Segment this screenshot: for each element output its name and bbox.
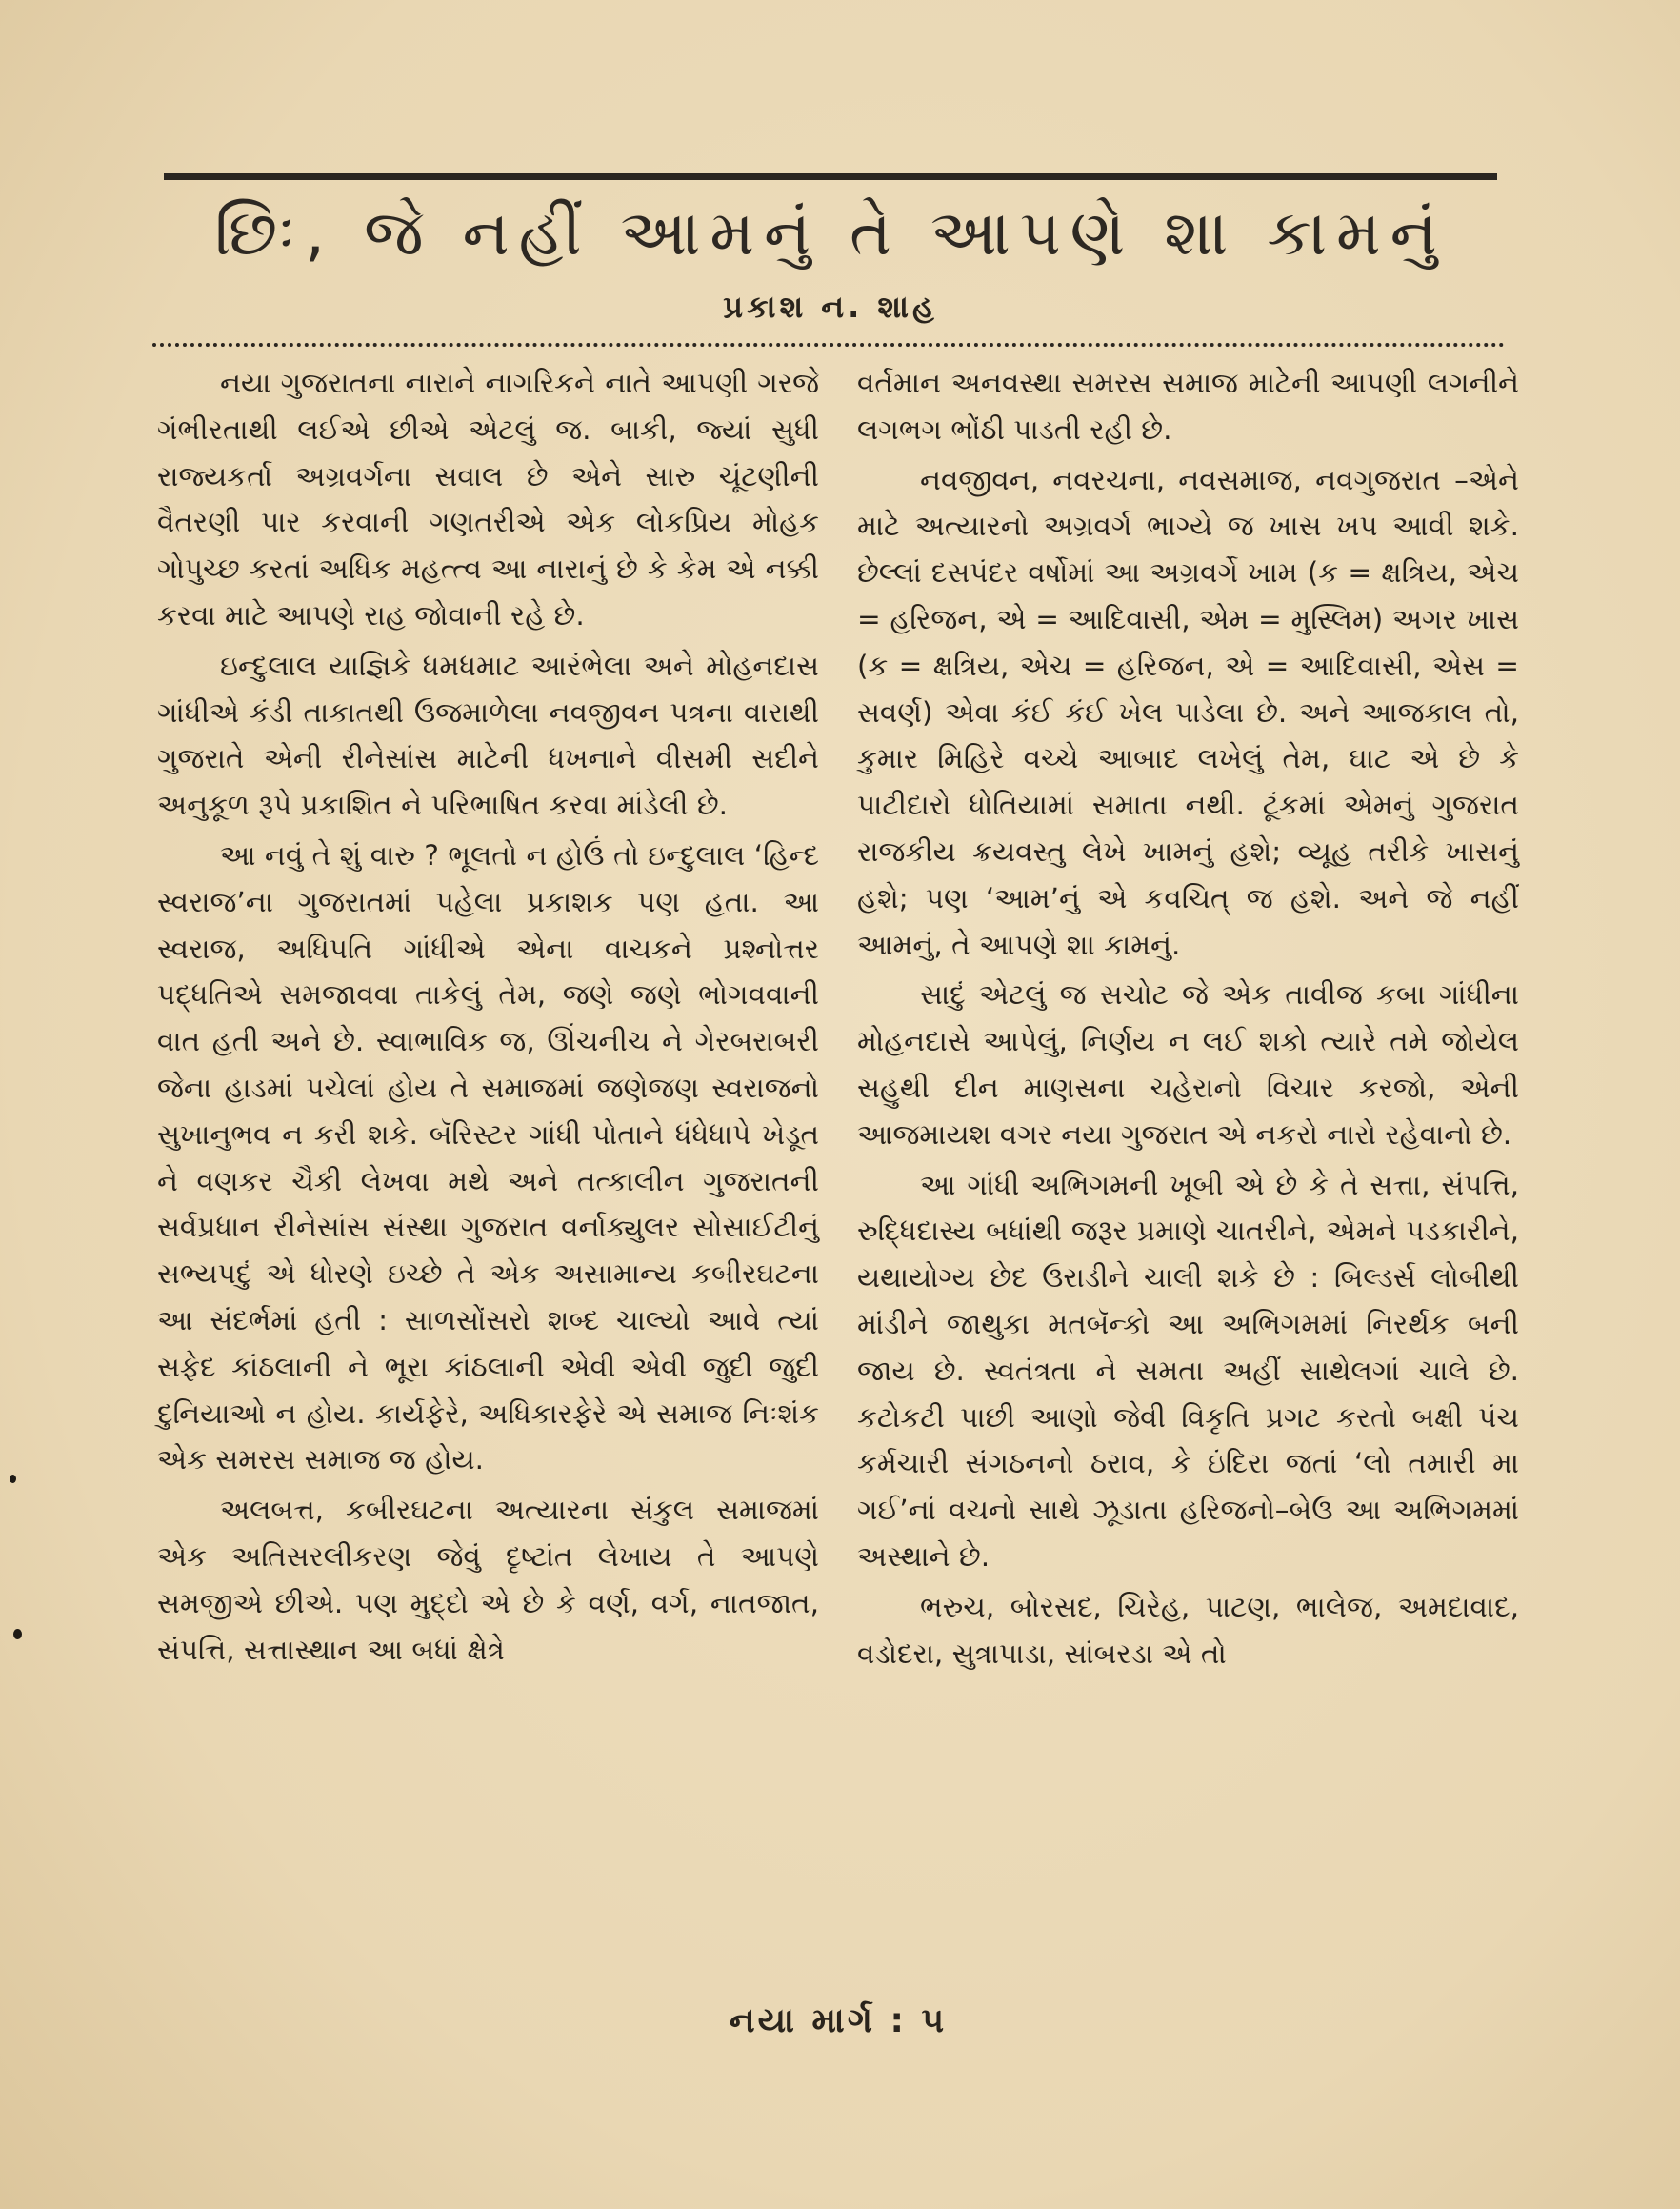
paragraph: નવજીવન, નવરચના, નવસમાજ, નવગુજરાત –એને માટે અત્યારનો અગ્રવર્ગ ભાગ્યે જ ખાસ ખપ આવી શકે. છેલ્લાં દસપંદર વર્ષોમાં આ અગ્રવર્ગે ખામ (ક = ક્ષત્રિય, એચ = હરિજન, એ = આદિવાસી, એમ = મુસ્લિમ) અગર ખાસ (ક = ક્ષત્રિય, એચ = હરિજન, એ = આદિવાસી, એસ = સવર્ણ) એવા કંઈ કંઈ ખેલ પાડેલા છે. અને આજકાલ તો, કુમાર મિહિરે વચ્ચે આબાદ લખેલું તેમ, ઘાટ એ છે કે પાટીદારો ધોતિયામાં સમાતા નથી. ટૂંકમાં એમનું ગુજરાત રાજકીય ક્રયવસ્તુ લેખે ખામનું હશે; વ્યૂહ તરીકે ખાસનું હશે; પણ ‘આમ’નું એ કવચિત્ જ હશે. અને જે નહીં આમનું, તે આપણે શા કામનું. (857, 463, 1519, 961)
right-column (857, 360, 1519, 1680)
paragraph: આ નવું તે શું વારુ ? ભૂલતો ન હોઉં તો ઇન્દુલાલ ‘હિન્દ સ્વરાજ’ના ગુજરાતમાં પહેલા પ્રકાશક પણ હતા. આ સ્વરાજ, અધિપતિ ગાંધીએ એના વાચકને પ્રશ્નોત્તર પદ્ધતિએ સમજાવવા તાકેલું તેમ, જણે જણે ભોગવવાની વાત હતી અને છે. સ્વાભાવિક જ, ઊંચનીચ ને ગેરબરાબરી જેના હાડમાં પચેલાં હોય તે સમાજમાં જણેજણ સ્વરાજનો સુખાનુભવ ન કરી શકે. બૅરિસ્ટર ગાંધી પોતાને ધંધેધાપે ખેડૂત ને વણકર ચૈકી લેખવા મથે અને તત્કાલીન ગુજરાતની સર્વપ્રધાન રીનેસાંસ સંસ્થા ગુજરાત વર્નાક્યુલર સોસાઈટીનું સભ્યપદું એ ધોરણે ઇચ્છે તે એક અસામાન્ય કબીરઘટના આ સંદર્ભમાં હતી : સાળસોંસરો શબ્દ ચાલ્યો આવે ત્યાં સફેદ કાંઠલાની ને ભૂરા કાંઠલાની એવી એવી જુદી જુદી દુનિયાઓ ન હોય. કાર્યફેરે, અધિકારફેરે એ સમાજ નિઃશંક એક સમરસ સમાજ જ હોય. (157, 838, 819, 1476)
article-author: પ્રકાશ ન. શાહ (723, 289, 938, 325)
paragraph: અલબત્ત, કબીરઘટના અત્યારના સંકુલ સમાજમાં એક અતિસરલીકરણ જેવું દૃષ્ટાંત લેખાય તે આપણે સમજીએ છીએ. પણ મુદ્દો એ છે કે વર્ણ, વર્ગ, નાતજાત, સંપત્તિ, સત્તાસ્થાન આ બધાં ક્ષેત્રે (157, 1494, 819, 1666)
ink-speck (13, 1629, 22, 1639)
paragraph: ભરુચ, બોરસદ, ચિરેહ, પાટણ, ભાલેજ, અમદાવાદ, વડોદરા, સુત્રાપાડા, સાંબરડા એ તો (857, 1590, 1519, 1670)
paragraph: નયા ગુજરાતના નારાને નાગરિકને નાતે આપણી ગરજે ગંભીરતાથી લઈએ છીએ એટલું જ. બાકી, જ્યાં સુધી રાજ્યકર્તા અગ્રવર્ગના સવાલ છે એને સારુ ચૂંટણીની વૈતરણી પાર કરવાની ગણતરીએ એક લોકપ્રિય મોહક ગોપુચ્છ કરતાં અધિક મહત્ત્વ આ નારાનું છે કે કેમ એ નક્કી કરવા માટે આપણે રાહ જોવાની રહે છે. (157, 367, 819, 632)
paragraph: ઇન્દુલાલ યાજ્ઞિકે ધમધમાટ આરંભેલા અને મોહનદાસ ગાંધીએ કંડી તાકાતથી ઉજમાળેલા નવજીવન પત્રના વારાથી ગુજરાતે એની રીનેસાંસ માટેની ધખનાને વીસમી સદીને અનુકૂળ રૂપે પ્રકાશિત ને પરિભાષિત કરવા માંડેલી છે. (157, 649, 819, 822)
paragraph: વર્તમાન અનવસ્થા સમરસ સમાજ માટેની આપણી લગનીને લગભગ ભોંઠી પાડતી રહી છે. (857, 367, 1519, 446)
title-bottom-rule (152, 343, 1505, 347)
title-top-rule (164, 173, 1497, 180)
left-column (157, 360, 819, 1677)
ink-speck (10, 1475, 16, 1483)
paragraph: સાદું એટલું જ સચોટ જે એક તાવીજ કબા ગાંધીના મોહનદાસે આપેલું, નિર્ણય ન લઈ શકો ત્યારે તમે જોયેલ સહુથી દીન માણસના ચહેરાનો વિચાર કરજો, એની આજમાયશ વગર નયા ગુજરાત એ નકરો નારો રહેવાનો છે. (857, 978, 1519, 1151)
page-footer: નયા માર્ગ : ૫ (729, 2001, 948, 2040)
article-title: છિઃ, જે નહીં આમનું તે આપણે શા કામનું (214, 196, 1447, 270)
paragraph: આ ગાંધી અભિગમની ખૂબી એ છે કે તે સત્તા, સંપત્તિ, રુદ્ધિદાસ્ય બધાંથી જરૂર પ્રમાણે ચાતરીને, એમને પડકારીને, યથાયોગ્ય છેદ ઉરાડીને ચાલી શકે છે : બિલ્ડર્સ લોબીથી માંડીને જાથુકા મતબૅન્કો આ અભિગમમાં નિરર્થક બની જાય છે. સ્વતંત્રતા ને સમતા અહીં સાથેલગાં ચાલે છે. કટોકટી પાછી આણો જેવી વિકૃતિ પ્રગટ કરતો બક્ષી પંચ કર્મચારી સંગઠનનો ઠરાવ, કે ઇંદિરા જતાં ‘લો તમારી મા ગઈ’નાં વચનો સાથે ઝૂડાતા હરિજનો–બેઉ આ અભિગમમાં અસ્થાને છે. (857, 1168, 1519, 1573)
